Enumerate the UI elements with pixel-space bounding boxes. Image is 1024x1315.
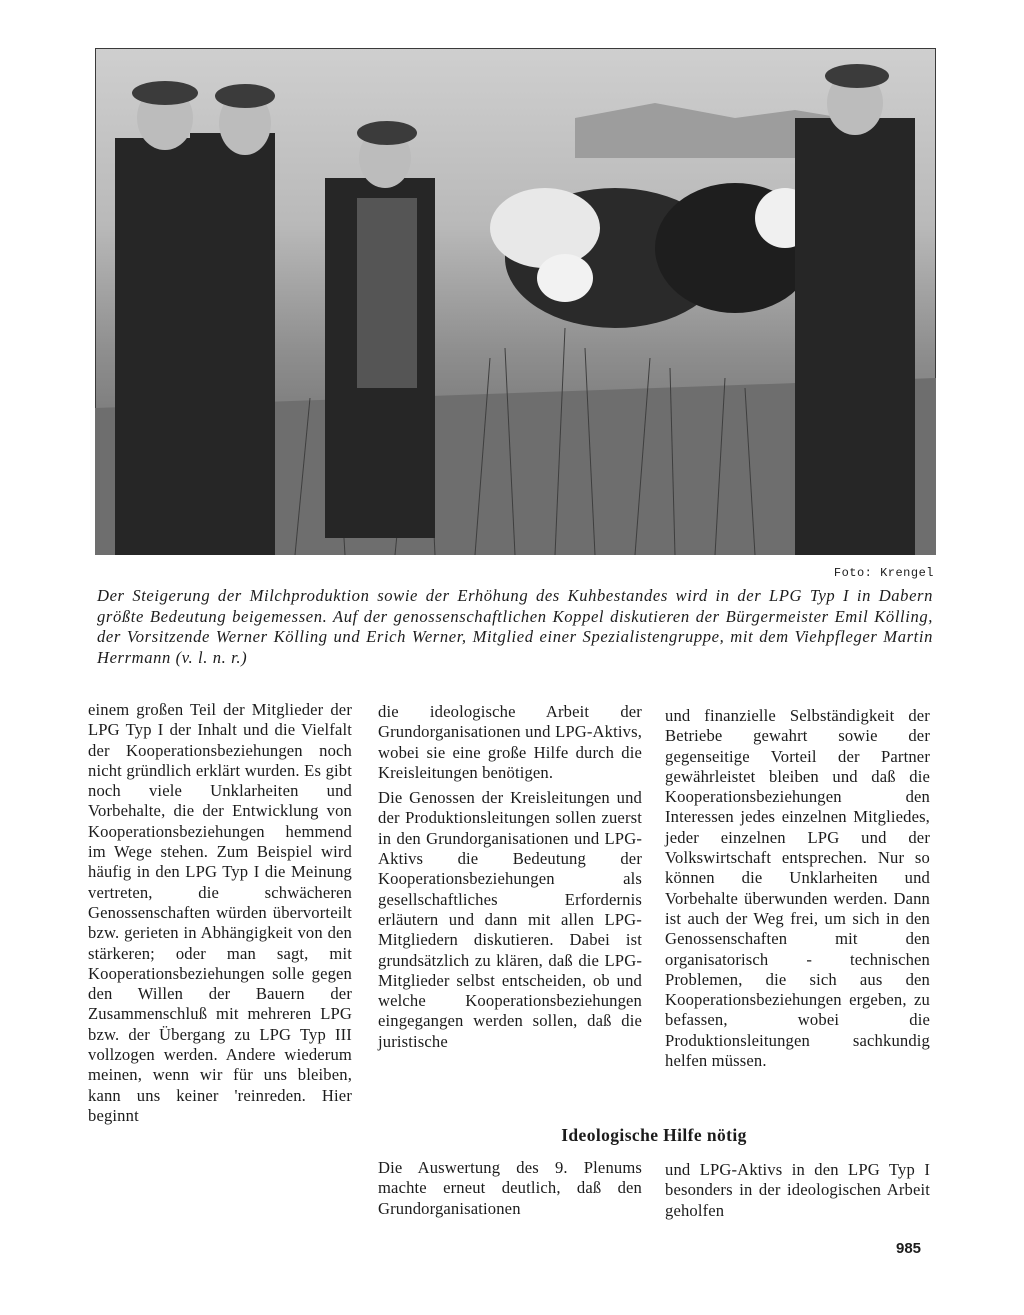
photo-icon xyxy=(95,48,936,555)
article-column-2 xyxy=(378,702,642,1052)
photo-caption: Der Steigerung der Milchproduktion sowie der Erhöhung des Kuhbestandes wird in der LPG Typ I in Dabern größte Bedeutung beigemessen. Auf der genossenschaftlichen Koppel diskutieren der Bürgermeister Emil Kölling, der Vorsitzende Werner Kölling und Erich Werner, Mitglied einer Spezialistengruppe, mit dem Viehpfleger Martin Herrmann (v. l. n. r.) xyxy=(97,586,933,667)
paragraph: Die Genossen der Kreisleitungen und der Produktionsleitungen sollen zuerst in den Grundorganisationen und LPG-Aktivs die Bedeutung der Kooperationsbeziehungen als gesellschaftliches Erfordernis erläutern und dann mit allen LPG-Mitgliedern diskutieren. Dabei ist grundsätzlich zu klären, daß die LPG-Mitglieder selbst entscheiden, ob und welche Kooperationsbeziehungen eingegangen werden sollen, daß die juristische xyxy=(378,788,642,1051)
paragraph: einem großen Teil der Mitglieder der LPG Typ I der Inhalt und die Vielfalt der Kooperationsbeziehungen noch nicht gründlich erklärt wurden. Es gibt noch viele Unklarheiten und Vorbehalte, die der Entwicklung von Kooperationsbeziehungen hemmend im Wege stehen. Zum Beispiel wird häufig in den LPG Typ I die Meinung vertreten, die schwächeren Genossenschaften würden übervorteilt bzw. gerieten in Abhängigkeit von den stärkeren; oder man sagt, mit Kooperationsbeziehungen solle gegen den Willen der Bauern der Zusammenschluß mit mehreren LPG bzw. der Übergang zu LPG Typ III vollzogen werden. Andere wiederum meinen, wenn wir für uns bleiben, kann uns keiner 'reinreden. Hier beginnt xyxy=(88,700,352,1125)
news-photo xyxy=(95,48,936,555)
article-column-1 xyxy=(88,700,352,1126)
article-column-3 xyxy=(665,706,930,1071)
section-heading: Ideologische Hilfe nötig xyxy=(561,1125,747,1145)
paragraph: Die Auswertung des 9. Plenums machte erneut deutlich, daß den Grundorganisationen xyxy=(378,1158,642,1218)
photo-credit: Foto: Krengel xyxy=(833,566,934,580)
paragraph: die ideologische Arbeit der Grundorganisationen und LPG-Aktivs, wobei sie eine große Hilfe durch die Kreisleitungen benötigen. xyxy=(378,702,642,782)
paragraph: und LPG-Aktivs in den LPG Typ I besonders in der ideologischen Arbeit geholfen xyxy=(665,1160,930,1220)
article-column-3-bottom xyxy=(665,1160,930,1221)
article-column-2-bottom xyxy=(378,1158,642,1219)
paragraph: und finanzielle Selbständigkeit der Betriebe gewahrt sowie der gegenseitige Vorteil der Partner gewährleistet bleiben und daß die Kooperationsbeziehungen den Interessen jedes einzelnen Mitgliedes, jeder einzelnen LPG und der Volkswirtschaft entsprechen. Nur so können die Unklarheiten und Vorbehalte überwunden werden. Dann ist auch der Weg frei, um sich in den Genossenschaften mit den organisatorisch - technischen Problemen, die sich aus den Kooperationsbeziehungen ergeben, zu befassen, wobei die Produktionsleitungen sachkundig helfen müssen. xyxy=(665,706,930,1071)
page-number: 985 xyxy=(896,1240,922,1257)
